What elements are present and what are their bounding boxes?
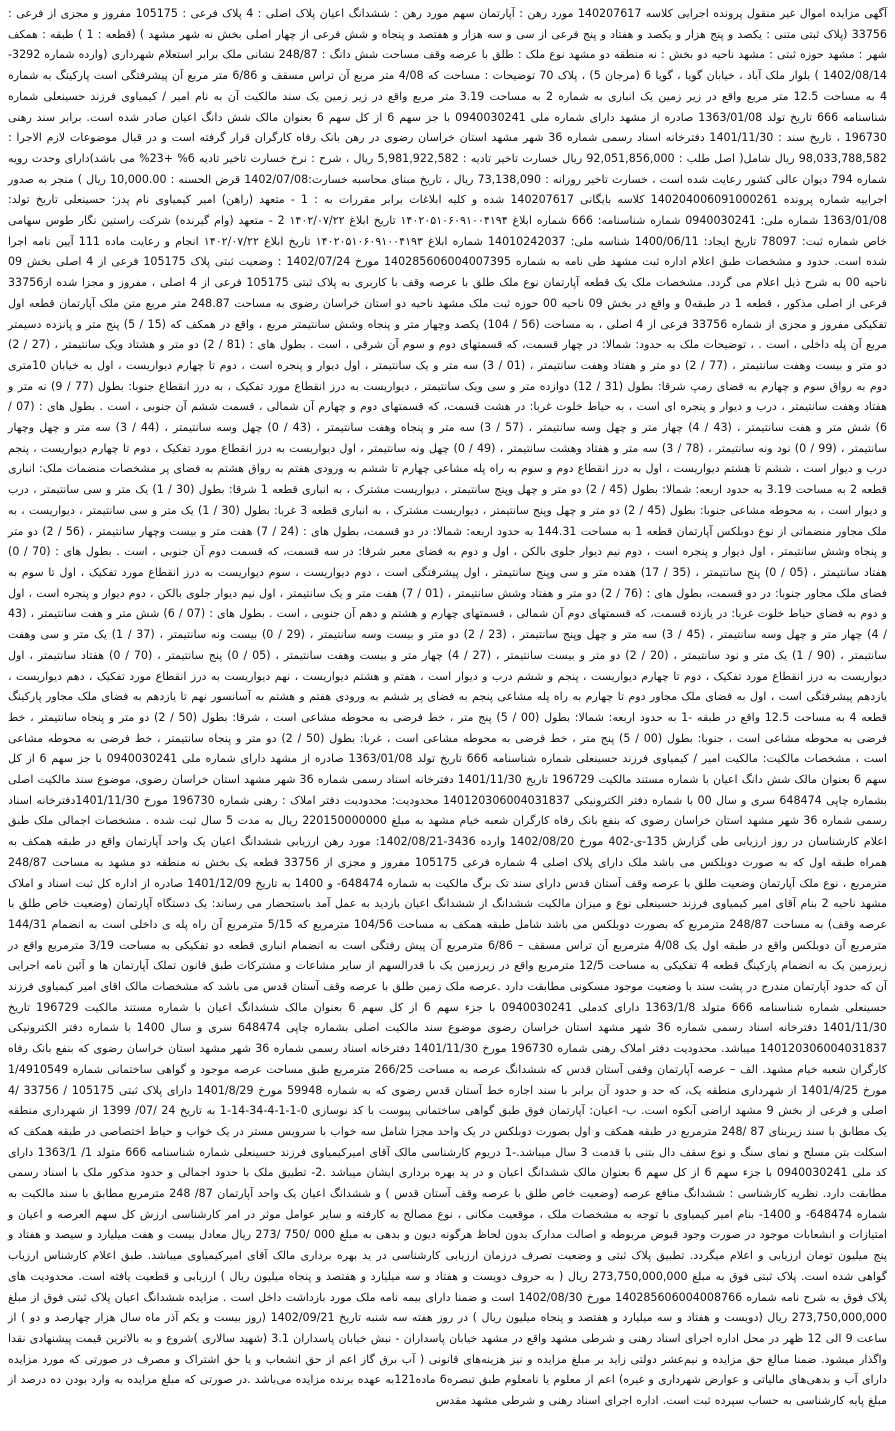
auction-notice-body: آگهی مزایده اموال غیر منقول پرونده اجرایی کلاسه 140207617 مورد رهن : آپارتمان سهم مورد رهن : ششدانگ اعیان پلاک اصلی : 4 پلاک فرعی : 105175 مفروز و مجزی از فرعی : 33756 (پلاک ثبتی متنی : یکصد و پنج هزار و یکصد و هفتاد و پنج فرعی از سی و سه هزار و هفتصد و پنجاه و شش فرعی از چهار اصلی بخش نه شهر مشهد ) (قطعه : 1 ) طبقه : همکف شهر : مشهد حوزه ثبتی : مشهد ناحیه دو بخش : نه منطقه دو مشهد نوع ملک : طلق با عرصه وقف مساحت شش دانگ : 248/87 نشانی ملک برابر استعلام شهرداری (وارده شماره 3292-1402/08/14 ) بلوار ملک آباد ، خیابان گویا ، گویا 6 (مرجان 5) ، پلاک 70 توضیحات : مساحت که 4/08 متر مربع آن تراس مسقف و 6/86 متر مربع آن پیشرفتگی است پارکینگ به شماره 4 به مساحت 12.5 متر مربع واقع در زیر زمین یک انباری به شماره 2 به مساحت 3.19 متر مربع واقع در زیر زمین یک سند مالکیت آن به نام امیر / کیمیاوی فرزند حسینعلی شماره شناسنامه 666 تاریخ تولد 1363/01/08 صادره از مشهد دارای شماره ملی 0940030241 با جز سهم 6 از کل سهم 6 بعنوان مالک شش دانگ اعیان صادر شده است. برابر سند رهنی 196730 ، تاریخ سند : 1401/11/30 دفترخانه اسناد رسمی شماره 36 شهر مشهد استان خراسان رضوی در رهن بانک رفاه کارگران قرار گرفته است و در قبال موضوعات لازم الاجرا : 98,033,788,582 ریال شامل( اصل طلب : 92,051,856,000 ریال خسارت تاخیر تادیه : 5,981,922,582 ریال ، شرح : نرخ خسارت تاخیر تادیه 6% +23% می باشد)دارای وحدت رویه شماره 794 دیوان عالی کشور رعایت شده است ، خسارت تاخیر روزانه : 73,138,090 ریال ، تاریخ مبنای محاسبه خسارت:1402/07/08 قرض الحسنه : 10,000.00 ریال ) منجر به صدور اجراییه شماره پرونده 140204006091000261 کلاسه بایگانی 140207617 شده و کلیه ابلاغات برابر مقررات به : 1 - متعهد (راهن) امیر کیمیاوی نام پدر: حسینعلی تاریخ تولد: 1363/01/08 شماره ملی: 0940030241 شماره شناسنامه: 666 شماره ابلاغ ۱۴۰۲۰۵۱۰۶۰۹۱۰۰۴۱۹۴ تاریخ ابلاغ ۱۴۰۲/۰۷/۲۲ 2 - متعهد (وام گیرنده) شرکت راستین نگار طوس سهامی خاص شماره ثبت: 78097 تاریخ ایجاد: 1400/06/11 شناسه ملی: 14010242037 شماره ابلاغ ۱۴۰۲۰۵۱۰۶۰۹۱۰۰۴۱۹۳ تاریخ ابلاغ ۱۴۰۲/۰۷/۲۲ انجام و رعایت ماده 111 آیین نامه اجرا شده است. حدود و مشخصات طبق اعلام اداره ثبت مشهد طی نامه به شماره 140285606004007395 مورخ 1402/07/24 : وضعیت ثبتی پلاک 105175 فرعی از 4 اصلی بخش 09 ناحیه 00 به شرح ذیل اعلام می گردد. مشخصات ملک یک قطعه آپارتمان نوع ملک طلق با عرصه وقف با کاربری به پلاک ثبتی 105175 فرعی از 4 اصلی ، مفروز و مجزا شده از33756 فرعی از اصلی مذکور ، قطعه 1 در طبقه0 و واقع در بخش 09 ناحیه 00 حوزه ثبت ملک مشهد ناحیه دو استان خراسان رضوی به مساحت 248.87 متر مربع متن ملک آپارتمان قطعه اول تفکیکی مفروز و مجزی از شماره 33756 فرعی از 4 اصلی ، به مساحت (56 / 104) یکصد وچهار متر و پنجاه وشش سانتیمتر مربع ، واقع در همکف که (15 / 5) پنج متر و پانزده دسیمتر مربع آن پله داخلی ، است . ، توضیحات ملک به حدود: شمالا: در چهار قسمت، که قسمتهای دوم و سوم آن شرقی ، است . بطول های : (81 / 2) دو متر و هشتاد ویک سانتیمتر ، (27 / 2) دو متر و بیست وهفت سانتیمتر ، (77 / 2) دو متر و هفتاد وهفت سانتیمتر ، (01 / 3) سه متر و یک سانتیمتر ، اول دیوار و پنجره است ، دوم تا چهارم دیواریست ، اول به خیابان 10متری دوم به رواق سوم و چهارم به فضای رمپ شرقا: بطول (31 / 12) دوازده متر و سی ویک سانتیمتر ، دیواریست به درز انقطاع مورد تفکیک ، به درز انقطاع جنوبا: بطول (77 / 9) نه متر و هفتاد وهفت سانتیمتر ، درب و دیوار و پنجره ای است ، به حیاط خلوت غربا: در هشت قسمت، که قسمتهای دوم و چهارم آن شمالی ، قسمت ششم آن جنوبی ، است . بطول های : (07 / 6) شش متر و هفت سانتیمتر ، (43 / 4) چهار متر و چهل وسه سانتیمتر ، (57 / 3) سه متر و پنجاه وهفت سانتیمتر ، (43 / 0) چهل وسه سانتیمتر ، (44 / 3) سه متر و چهل وچهار سانتیمتر ، (99 / 0) نود ونه سانتیمتر ، (78 / 3) سه متر و هفتاد وهشت سانتیمتر ، (49 / 0) چهل ونه سانتیمتر ، اول دیواریست به درز انقطاع مورد تفکیک ، دوم تا چهارم دیواریست ، پنجم درب و دیوار است ، ششم تا هشتم دیواریست ، اول به درز انقطاع دوم و سوم به راه پله مشاعی چهارم تا ششم به ورودی هفتم به رواق هشتم به فضای پر مشخصات منضمات ملک: انباری قطعه 2 به مساحت 3.19 به حدود اربعه: شمالا: بطول (45 / 2) دو متر و چهل وپنج سانتیمتر ، دیواریست مشترک ، به انباری قطعه 1 شرقا: بطول (30 / 1) یک متر و سی سانتیمتر ، درب و دیوار است ، به محوطه مشاعی جنوبا: بطول (45 / 2) دو متر و چهل وپنج سانتیمتر ، دیواریست مشترک ، به انباری قطعه 3 غربا: بطول (30 / 1) یک متر و سی سانتیمتر ، دیواریست ، به ملک مجاور منضماتی از نوع دوبلکس آپارتمان قطعه 1 به مساحت 144.31 به حدود اربعه: شمالا: در دو قسمت، بطول های : (24 / 7) هفت متر و بیست وچهار سانتیمتر ، (56 / 2) دو متر و پنجاه وشش سانتیمتر ، اول دیوار و پنجره است ، دوم نیم دیوار جلوی بالکن ، اول و دوم به فضای معبر شرقا: در سه قسمت، که قسمت دوم آن جنوبی ، است . بطول های : (70 / 0) هفتاد سانتیمتر ، (05 / 0) پنج سانتیمتر ، (35 / 17) هفده متر و سی وپنج سانتیمتر ، اول پیشرفتگی است ، دوم دیواریست ، سوم دیواریست به درز انقطاع مورد تفکیک ، اول تا سوم به فضای ملک مجاور جنوبا: در دو قسمت، بطول های : (76 / 2) دو متر و هفتاد وشش سانتیمتر ، (01 / 7) هفت متر و یک سانتیمتر ، اول نیم دیوار جلوی بالکن ، دوم دیوار و پنجره است ، اول و دوم به فضای حیاط خلوت غربا: در یازده قسمت، که قسمتهای دوم آن شمالی ، قسمتهای چهارم و هشتم و دهم آن جنوبی ، است . بطول های : (07 / 6) شش متر و هفت سانتیمتر ، (43 / 4) چهار متر و چهل وسه سانتیمتر ، (45 / 3) سه متر و چهل وپنج سانتیمتر ، (23 / 2) دو متر و بیست وسه سانتیمتر ، (29 / 0) بیست ونه سانتیمتر ، (37 / 1) یک متر و سی وهفت سانتیمتر ، (90 / 1) یک متر و نود سانتیمتر ، (20 / 2) دو متر و بیست سانتیمتر ، (27 / 4) چهار متر و بیست وهفت سانتیمتر ، (05 / 0) پنج سانتیمتر ، (70 / 0) هفتاد سانتیمتر ، اول دیواریست به درز انقطاع مورد تفکیک ، دوم تا چهارم دیواریست ، پنجم و ششم درب و دیوار است ، هفتم و هشتم دیواریست ، نهم دیواریست به درز انقطاع مورد تفکیک ، دهم دیواریست ، یازدهم پیشرفتگی است ، اول به فضای ملک مجاور دوم تا چهارم به راه پله مشاعی پنجم به فضای پر ششم به ورودی هفتم و هشتم به آسانسور نهم تا یازدهم به فضای ملک مجاور پارکینگ قطعه 4 به مساحت 12.5 واقع در طبقه -1 به حدود اربعه: شمالا: بطول (00 / 5) پنج متر ، خط فرضی به محوطه مشاعی است ، شرقا: بطول (50 / 2) دو متر و پنجاه سانتیمتر ، خط فرضی به محوطه مشاعی است ، جنوبا: بطول (00 / 5) پنج متر ، خط فرضی به محوطه مشاعی است ، غربا: بطول (50 / 2) دو متر و پنجاه سانتیمتر ، خط فرضی به محوطه مشاعی است ، مشخصات مالکیت: مالکیت امیر / کیمیاوی فرزند حسینعلی شماره شناسنامه 666 تاریخ تولد 1363/01/08 صادره از مشهد دارای شماره ملی 0940030241 با جز سهم 6 از کل سهم 6 بعنوان مالک شش دانگ اعیان با شماره مستند مالکیت 196729 تاریخ 1401/11/30 دفترخانه اسناد رسمی شماره 36 شهر مشهد استان خراسان رضوی، موضوع سند مالکیت اصلی بشماره چاپی 648474 سری و سال 00 با شماره دفتر الکترونیکی 140120306004031837 محدودیت: محدودیت دفتر املاک : رهنی شماره 196730 مورخ 1401/11/30دفترخانه اسناد رسمی شماره 36 شهر مشهد استان خراسان رضوی که بنفع بانک رفاه کارگران شعبه خیام مشهد به مبلغ 220150000000 ریال به مدت 5 سال ثبت شده . مشخصات اجمالی ملک طبق اعلام کارشناسان در روز ارزیابی طی گزارش 135-ی-402 مورخ 1402/08/20 وارده 3436-1402/08/21: مورد رهن ارزیابی ششدانگ اعیان یک واحد آپارتمان واقع در طبقه همکف به همراه طبقه اول که به صورت دوبلکس می باشد ملک دارای پلاک اصلی 4 شماره فرعی 105175 مفروز و مجزی از 33756 قطعه یک بخش نه منطقه دو مشهد به مساحت 248/87 مترمربع ، نوع ملک آپارتمان وضعیت طلق با عرصه وقف آستان قدس دارای سند تک برگ مالکیت به شماره 648474- و 1400 به تاریخ 1401/12/09 صادره از اداره کل ثبت اسناد و املاک مشهد ناحیه 2 بنام آقای امیر کیمیاوی فرزند حسینعلی نوع و میزان مالکیت ششدانگ از ششدانگ اعیان بازدید به عمل آمد باستحضار می رساند: یک دستگاه آپارتمان (وضعیت خاص طلق با عرصه وقف) به مساحت 248/87 مترمربع که بصورت دوبلکس می باشد شامل طبقه همکف به مساحت 104/56 مترمربع که 5/15 مترمربع آن راه پله ی داخلی است به انضمام 144/31 مترمربع آن دوبلکس واقع در طبقه اول یک 4/08 مترمربع آن تراس مسقف – 6/86 مترمربع آن پیش رفتگی است به انضمام انباری قطعه دو تفکیکی به مساحت 3/19 مترمربع واقع در زیرزمین یک به انضمام پارکینگ قطعه 4 تفکیکی به مساحت 12/5 مترمربع واقع در زیرزمین یک با قدرالسهم از سایر مشاعات و مشترکات طبق قانون تملک آپارتمان ها و آئین نامه اجرایی آن که حدود آپارتمان مندرج در پشت سند با وضعیت موجود مسکونی مطابقت دارد .عرصه ملک زمین طلق با عرصه وقف آستان قدس می باشد که مشخصات مالک اقای امیر کیمیاوی فرزند حسینعلی شماره شناسنامه 666 متولد 1363/1/8 دارای کدملی 0940030241 با جزء سهم 6 از کل سهم 6 بعنوان مالک ششدانگ اعیان با شماره مستند مالکیت 196729 تاریخ 1401/11/30 دفترخانه اسناد رسمی شماره 36 شهر مشهد استان خراسان رضوی موضوع سند مالکیت اصلی بشماره چاپی 648474 سری و سال 1400 با شماره دفتر الکترونیکی 140120306004031837 میباشد. محدودیت دفتر املاک رهنی شماره 196730 مورخ 1401/11/30 دفترخانه اسناد رسمی شماره 36 شهر مشهد استان خراسان رضوی که بنفع بانک رفاه کارگران شعبه خیام مشهد. الف – عرصه آپارتمان وقفی آستان قدس که ششدانگ عرصه به مساحت 266/25 مترمربع طبق مساحت عرصه موجود و گواهی ساختمانی شماره 1/4910549 مورخ 1401/4/25 از شهرداری منطقه یک، که حد و حدود آن برابر با سند اجاره خط آستان قدس رضوی که به شماره 59948 مورخ 1401/8/29 دارای پلاک ثبتی 105175 / 33756 /4 اصلی و فرعی از بخش 9 مشهد اراضی آبکوه است. ب- اعیان: آپارتمان فوق طبق گواهی ساختمانی پیوست با کد نوسازی 0-1-1-4-34-14-1 به تاریخ 24 /07/ 1399 از شهرداری منطقه یک مطابق با سند زیربنای 87 /248 مترمربع در طبقه همکف و اول بصورت دوبلکس در یک واحد مجزا شامل سه خواب با سرویس مستر در یک خواب و حیاط اختصاصی در طبقه همکف که اسکلت بتن مسلح و نمای سنگ و نوع سقف دال بتنی با قدمت 3 سال میباشد.-1 دریوم کارشناسی مالک آقای امیرکیمیاوی فرزند حسینعلی شماره شناسنامه 666 متولد 1/ 1363/1 دارای کد ملی 0940030241 با جزء سهم 6 از کل سهم 6 بعنوان مالک ششدانگ اعیان و در ید بهره برداری ایشان میباشد .2- تطبیق ملک با حدود اجمالی و حدود مذکور ملک با اسناد رسمی مطابقت دارد. نظریه کارشناسی : ششدانگ منافع عرصه (وضعیت خاص طلق با عرصه وقف آستان قدس ) و ششدانگ اعیان یک واحد آپارتمان 87/ 248 مترمربع مطابق با سند مالکیت به شماره 648474- و 1400- بنام امیر کیمیاوی با توجه به مشخصات ملک ، موقعیت مکانی ، نوع مصالح به کارفته و سایر عوامل موثر در امر کارشناسی ارزش کل سهم العرصه و اعیان و امتیازات و انشعابات موجود در صورت وجود قبوض مربوطه و اصالت مدارک بدون لحاظ هرگونه دیون و بدهی به مبلغ 000 /750 /273 ریال معادل بیست و هفت میلیارد و سیصد و هفتاد و پنج میلیون تومان ارزیابی و اعلام میگردد. تطبیق پلاک ثبتی و وضعیت تصرف درزمان ارزیابی کارشناسی در ید بهره برداری مالک آقای امیرکیمیاوی میباشد. طبق اعلام کارشناس ارزیاب گواهی شده است. پلاک ثبتی فوق به مبلغ 273,750,000,000 ریال ( به حروف دویست و هفتاد و سه میلیارد و هفتصد و پنجاه میلیون ریال ) ارزیابی و قطعیت یافته است. محدودیت های پلاک فوق به شرح نامه شماره 140285606004008766 مورخ 1402/08/30 است و ضمنا دارای بیمه نامه ملک مورد بازداشت داخل است . مزایده ششدانگ اعیان پلاک ثبتی فوق از مبلغ 273,750,000,000 ریال (دویست و هفتاد و سه میلیارد و هفتصد و پنجاه میلیون ریال ) در روز هفته سه شنبه تاریخ 1402/09/21 (روز بیست و یکم آذر ماه سال هزار چهارصد و دو ) از ساعت 9 الی 12 ظهر در محل اداره اجرای اسناد رهنی و شرطی مشهد واقع در مشهد خیابان پاسداران - نبش خیابان پاسداران 3.1 (شهید سالاری )شروع و به بالاترین قیمت پیشنهادی نقدا واگذار میشود. ضمنا مبالغ حق مزایده و نیم‌عشر دولتی زاید بر مبلغ مزایده و نیز هزینه‌های قانونی ( آب برق گاز اعم از حق انشعاب و یا حق اشتراک و مصرف در صورتی که مورد مزایده دارای آب و بدهی‌های مالیاتی و عوارض شهرداری و غیره) اعم از معلوم یا نامعلوم طبق تبصره6 ماده121به عهده برنده مزایده می‌باشد .در صورتی که مبلغ مزایده به وارد بودن ده درصد از مبلغ پایه کارشناسی به حساب سپرده ثبت است. اداره اجرای اسناد رهنی و شرطی مشهد مقدس [8,7,888,1408]
